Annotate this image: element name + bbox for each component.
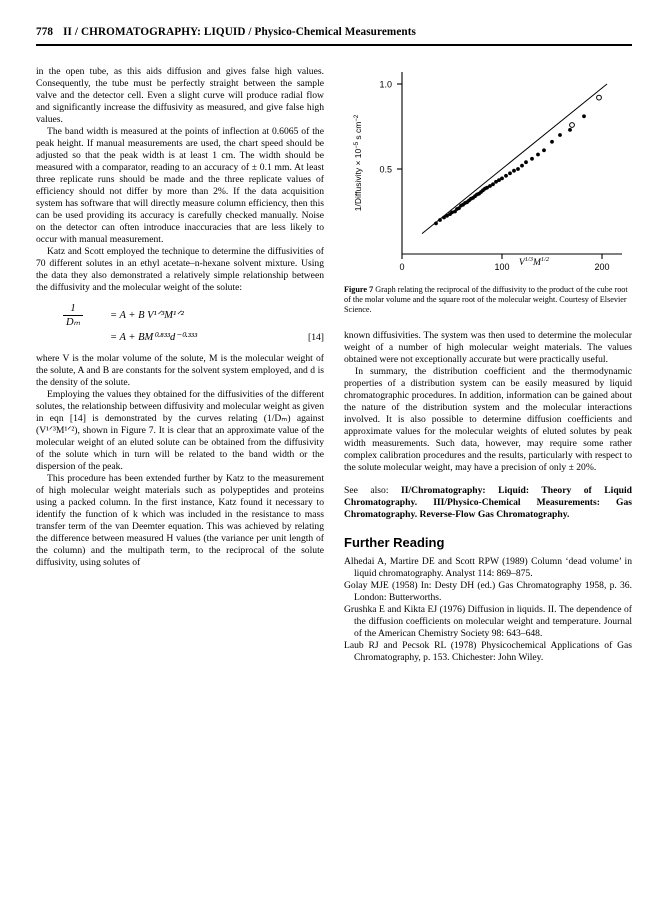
equation-number: [14] — [308, 332, 324, 343]
equation-14 — [36, 303, 324, 344]
header-rule — [36, 44, 632, 46]
equation-numerator: 1 — [63, 303, 83, 316]
figure-plot-area — [344, 62, 632, 280]
paragraph: where V is the molar volume of the solute, M is the molecular weight of the solute, A and B are constants for the solvent system employed, and d is the density of the solute. — [36, 353, 324, 388]
data-points — [434, 114, 586, 225]
running-head-title: II / CHROMATOGRAPHY: LIQUID / Physico-Chemical Measurements — [63, 26, 416, 38]
right-column — [344, 330, 632, 664]
figure-caption-text: Graph relating the reciprocal of the diffusivity to the product of the cube root of the molar volume and the square root of the molecular weight. Courtesy of Elsevier Science. — [344, 285, 628, 315]
paragraph: in the open tube, as this aids diffusion and gives false high values. Consequently, the tube must be perfectly straight between the sample valve and the detector cell. Even a slight curve will produce radial flow and significantly increase the diffusivity as measured, and give false high values. — [36, 66, 324, 125]
equation-rhs-2: = A + BM⁰·⁸³³d⁻⁰·³³³ — [110, 332, 198, 343]
x-tick-label: 0 — [399, 262, 405, 272]
figure-caption — [344, 285, 632, 316]
paragraph: This procedure has been extended further by Katz to the measurement of high molecular weight materials such as polypeptides and proteins using a packed column. In the first instance, Katz found it necessary to identify the function of k which was included in the resistance to mass transfer term of the van Deemter equation. This was achieved by relating the difference between measured H values (the variance per unit length of the column) and the multipath term, to the reciprocal of the solute diffusivity, using solutes of — [36, 473, 324, 568]
equation-line-1 — [36, 303, 324, 329]
y-axis-label: 1/Diffusivity × $10^{-5}$ s $cm^{-2}$ — [353, 114, 363, 212]
reference-item: Laub RJ and Pecsok RL (1978) Physicochemical Applications of Gas Chromatography, p. 153. Chichester: John Wiley. — [344, 640, 632, 663]
figure-label: Figure 7 — [344, 285, 374, 294]
page-header — [36, 26, 632, 38]
figure-7 — [344, 62, 632, 316]
reference-item: Alhedai A, Martire DE and Scott RPW (1989) Column ‘dead volume’ in liquid chromatography. Analyst 114: 869–875. — [344, 556, 632, 579]
equation-rhs-1: = A + B V¹ᐟ³M¹ᐟ² — [110, 310, 184, 321]
see-also-lead: See also: — [344, 485, 389, 496]
see-also-text: II/Chromatography: Liquid: Theory of Liquid Chromatography. III/Physico-Chemical Measurements: Gas Chromatography. Reverse-Flow Gas Chromatography. — [344, 485, 633, 520]
paragraph: known diffusivities. The system was then used to determine the molecular weight of a number of high molecular weight materials. The values obtained were not exceptionally accurate but were practically useful. — [344, 330, 632, 365]
x-axis-title: $V^{1/3}M^{1/2}$ — [518, 255, 550, 268]
paragraph: Employing the values they obtained for the diffusivities of the different solutes, the relationship between diffusivity and molecular weight as given in eqn [14] is demonstrated by the curves relating (1/Dₘ) against (V¹ᐟ³M¹ᐟ²), shown in Figure 7. It is clear that an approximate value of the molecular weight of an eluted solute can be obtained from the diffusivity of the solute which in turn will be related to the band width or the dispersion of the peak. — [36, 389, 324, 472]
paragraph: The band width is measured at the points of inflection at 0.6065 of the peak height. If manual measurements are used, the chart speed should be adjusted so that the peak width is at least 1 cm. The width should be measured with a comparator, reading to an accuracy of ± 0.1 mm. At least three replicate runs should be made and the three replicate values of efficiency should not differ by more than 2%. If the data acquisition system has software that will directly measure column efficiency, then this can be used providing its accuracy is carefully checked manually. Noise on the detector can often introduce inaccuracies that are less likely to occur with manual measurement. — [36, 126, 324, 245]
open-data-points — [570, 95, 602, 127]
y-tick-label: 0.5 — [379, 164, 392, 175]
equation-line-2 — [36, 332, 324, 344]
equation-denominator: Dₘ — [65, 317, 81, 328]
equation-lhs — [36, 303, 110, 329]
y-tick-label: 1.0 — [379, 79, 392, 90]
left-column — [36, 66, 324, 569]
see-also-block — [344, 485, 632, 521]
scatter-plot — [344, 62, 632, 280]
x-tick-label: 200 — [594, 262, 610, 272]
page-number: 778 — [36, 26, 54, 38]
further-reading-heading: Further Reading — [344, 535, 445, 550]
reference-item: Golay MJE (1958) In: Desty DH (ed.) Gas Chromatography 1958, p. 36. London: Butterworths. — [344, 580, 632, 603]
reference-item: Grushka E and Kikta EJ (1976) Diffusion in liquids. II. The dependence of the diffusion coefficients on molecular weight and temperature. Journal of the American Chemistry Society 98: 643–648. — [344, 604, 632, 639]
paragraph: Katz and Scott employed the technique to determine the diffusivities of 70 different solutes in an ethyl acetate–n-hexane solvent mixture. Using the data they also demonstrated a relatively simple relationship between the diffusivity and the molecular weight of the solute: — [36, 246, 324, 293]
paragraph: In summary, the distribution coefficient and the thermodynamic properties of a distribution system can be easily measured by liquid chromatographic procedures. In addition, information can be gained about the nature of the distribution system and the molecular interactions involved. It is also possible to determine diffusion coefficients and approximate values for the molecular weights of eluted solutes by peak width measurements. Such data, however, may require some rather complex calibration procedures and the results, particularly with respect to the solute molecular weight, may have a precision of only ± 20%. — [344, 366, 632, 473]
x-tick-label: 100 — [494, 262, 510, 272]
